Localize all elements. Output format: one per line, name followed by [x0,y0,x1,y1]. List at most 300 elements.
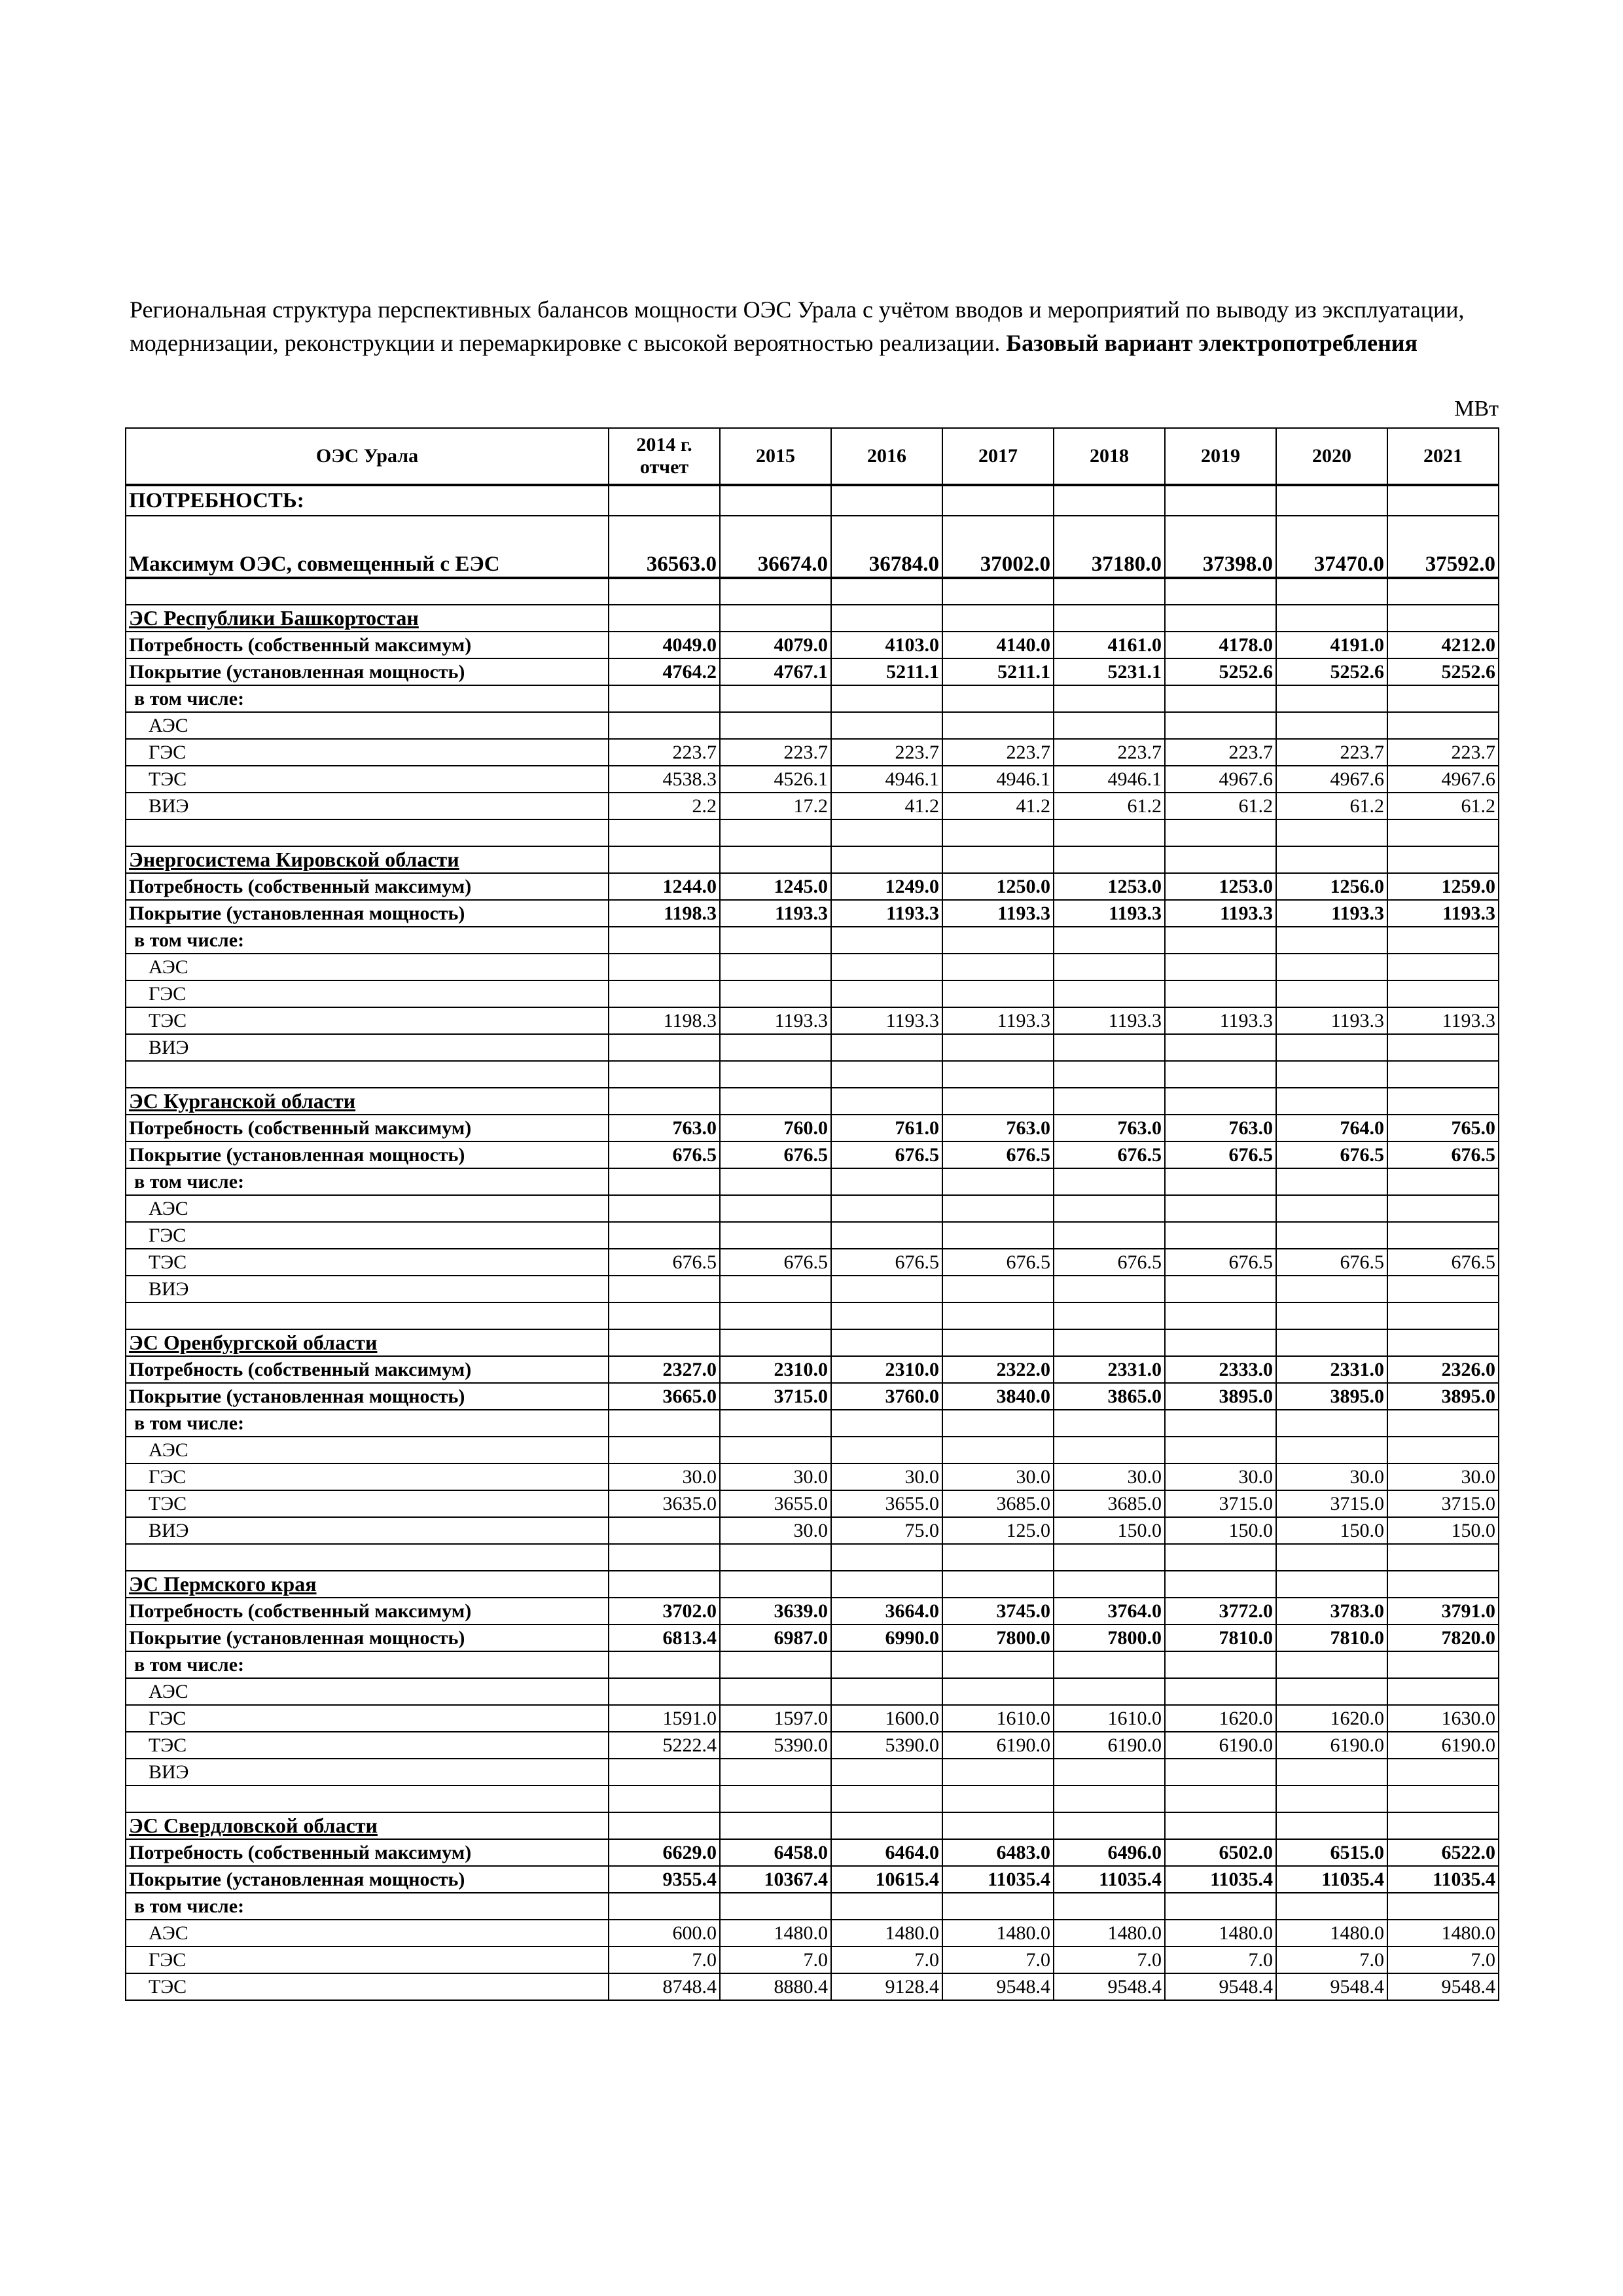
table-row [126,1437,1499,1463]
value-cell: 1591.0 [609,1705,720,1732]
value-cell [1165,1034,1276,1061]
value-cell: 5390.0 [720,1732,831,1759]
value-cell [1276,1410,1387,1437]
value-cell: 1620.0 [1276,1705,1387,1732]
value-cell [720,954,831,980]
value-cell [1276,1437,1387,1463]
value-cell [1165,1222,1276,1249]
value-cell: 4767.1 [720,658,831,685]
value-cell: 2310.0 [720,1356,831,1383]
row-label: в том числе: [126,1168,609,1195]
value-cell [1054,685,1165,712]
value-cell: 676.5 [609,1141,720,1168]
value-cell: 9548.4 [1387,1973,1499,2000]
value-cell [942,1893,1054,1920]
value-cell [1276,1651,1387,1678]
value-cell: 1256.0 [1276,873,1387,900]
row-label: Покрытие (установленная мощность) [126,1624,609,1651]
value-cell: 4946.1 [831,766,942,793]
value-cell [609,1276,720,1302]
table-row [126,1866,1499,1893]
value-cell: 3895.0 [1276,1383,1387,1410]
region-title-row [126,1812,1499,1839]
value-cell [942,1759,1054,1785]
value-cell: 6190.0 [1276,1732,1387,1759]
table-row [126,1383,1499,1410]
table-header-row [126,428,1499,485]
row-label: АЭС [126,954,609,980]
table-row [126,1007,1499,1034]
table-row [126,1222,1499,1249]
value-cell: 1597.0 [720,1705,831,1732]
spacer-row [126,1061,1499,1088]
value-cell [1165,1437,1276,1463]
value-cell: 676.5 [609,1249,720,1276]
value-cell [1165,1276,1276,1302]
value-cell: 3639.0 [720,1598,831,1624]
value-cell: 6190.0 [942,1732,1054,1759]
table-row [126,873,1499,900]
header-cell: 2020 [1276,428,1387,485]
row-label: Потребность (собственный максимум) [126,1115,609,1141]
value-cell: 676.5 [1165,1249,1276,1276]
value-cell: 6190.0 [1165,1732,1276,1759]
value-cell [720,1168,831,1195]
value-cell [1276,927,1387,954]
value-cell: 41.2 [831,793,942,819]
value-cell: 3865.0 [1054,1383,1165,1410]
value-cell: 6502.0 [1165,1839,1276,1866]
value-cell: 7800.0 [942,1624,1054,1651]
value-cell [1165,685,1276,712]
value-cell [1387,1893,1499,1920]
value-cell: 4526.1 [720,766,831,793]
value-cell: 7.0 [720,1946,831,1973]
value-cell: 10367.4 [720,1866,831,1893]
value-cell: 3715.0 [1387,1490,1499,1517]
spacer-row [126,1302,1499,1329]
value-cell: 61.2 [1387,793,1499,819]
value-cell: 1198.3 [609,900,720,927]
value-cell: 3715.0 [720,1383,831,1410]
value-cell: 764.0 [1276,1115,1387,1141]
value-cell: 1193.3 [1054,900,1165,927]
value-cell: 5222.4 [609,1732,720,1759]
value-cell: 4212.0 [1387,632,1499,658]
value-cell [609,1437,720,1463]
value-cell [609,1195,720,1222]
value-cell: 3702.0 [609,1598,720,1624]
value-cell: 6458.0 [720,1839,831,1866]
value-cell: 4967.6 [1276,766,1387,793]
row-label: Покрытие (установленная мощность) [126,1141,609,1168]
table-row [126,1893,1499,1920]
value-cell: 6629.0 [609,1839,720,1866]
value-cell: 1193.3 [942,1007,1054,1034]
value-cell: 150.0 [1165,1517,1276,1544]
spacer-row [126,578,1499,605]
value-cell: 1480.0 [1054,1920,1165,1946]
value-cell: 4946.1 [942,766,1054,793]
value-cell: 4178.0 [1165,632,1276,658]
value-cell: 763.0 [1054,1115,1165,1141]
value-cell [942,927,1054,954]
need-row [126,485,1499,516]
table-row [126,712,1499,739]
value-cell: 10615.4 [831,1866,942,1893]
value-cell: 9548.4 [1276,1973,1387,2000]
header-cell: 2018 [1054,428,1165,485]
row-label: в том числе: [126,1410,609,1437]
value-cell: 763.0 [942,1115,1054,1141]
value-cell [1276,685,1387,712]
value-cell: 1253.0 [1165,873,1276,900]
value-cell [942,685,1054,712]
value-cell [1387,1678,1499,1705]
header-cell: ОЭС Урала [126,428,609,485]
value-cell: 1245.0 [720,873,831,900]
row-label: ТЭС [126,1007,609,1034]
value-cell [1054,927,1165,954]
spacer-row [126,819,1499,846]
value-cell: 5390.0 [831,1732,942,1759]
value-cell: 676.5 [942,1249,1054,1276]
value-cell [1387,1276,1499,1302]
row-label: ГЭС [126,1222,609,1249]
value-cell [942,1410,1054,1437]
row-label: ГЭС [126,1463,609,1490]
value-cell [1387,1759,1499,1785]
value-cell: 30.0 [609,1463,720,1490]
value-cell [1165,1893,1276,1920]
value-cell: 1480.0 [1165,1920,1276,1946]
value-cell [1387,1437,1499,1463]
value-cell: 8880.4 [720,1973,831,2000]
value-cell [1276,954,1387,980]
value-cell [942,954,1054,980]
value-cell: 1244.0 [609,873,720,900]
value-cell: 150.0 [1387,1517,1499,1544]
value-cell [1054,1651,1165,1678]
table-row [126,1839,1499,1866]
row-label: в том числе: [126,685,609,712]
row-label: ГЭС [126,1705,609,1732]
value-cell: 11035.4 [1054,1866,1165,1893]
value-cell: 676.5 [1276,1249,1387,1276]
value-cell [1054,1195,1165,1222]
value-cell: 223.7 [1165,739,1276,766]
value-cell: 11035.4 [1276,1866,1387,1893]
value-cell: 1193.3 [1165,900,1276,927]
table-row [126,1195,1499,1222]
row-label: Покрытие (установленная мощность) [126,658,609,685]
value-cell: 1480.0 [831,1920,942,1946]
value-cell: 7.0 [609,1946,720,1973]
row-label: в том числе: [126,1893,609,1920]
region-name: ЭС Пермского края [126,1571,609,1598]
value-cell: 7.0 [1276,1946,1387,1973]
value-cell: 11035.4 [942,1866,1054,1893]
value-cell [1054,980,1165,1007]
value-cell [942,1195,1054,1222]
value-cell [1387,1651,1499,1678]
value-cell: 1193.3 [1276,1007,1387,1034]
value-cell [720,1651,831,1678]
value-cell: 9548.4 [1165,1973,1276,2000]
row-label: Потребность (собственный максимум) [126,632,609,658]
value-cell [942,1437,1054,1463]
region-title-row [126,1088,1499,1115]
value-cell: 223.7 [1387,739,1499,766]
value-cell [609,1034,720,1061]
row-label: Потребность (собственный максимум) [126,873,609,900]
value-cell [831,1195,942,1222]
value-cell [609,1651,720,1678]
value-cell: 676.5 [942,1141,1054,1168]
value-cell: 676.5 [1387,1141,1499,1168]
table-row [126,1624,1499,1651]
value-cell [1387,954,1499,980]
value-cell: 6483.0 [942,1839,1054,1866]
value-cell [1054,1222,1165,1249]
value-cell [1387,1168,1499,1195]
value-cell: 4967.6 [1387,766,1499,793]
need-label: ПОТРЕБНОСТЬ: [126,485,609,516]
value-cell [609,1222,720,1249]
value-cell [1387,980,1499,1007]
header-cell: 2021 [1387,428,1499,485]
row-label: Потребность (собственный максимум) [126,1839,609,1866]
value-cell: 4140.0 [942,632,1054,658]
value-cell: 3655.0 [720,1490,831,1517]
region-title-row [126,1329,1499,1356]
value-cell: 1620.0 [1165,1705,1276,1732]
value-cell [831,1678,942,1705]
value-cell [720,1222,831,1249]
value-cell [720,980,831,1007]
value-cell [831,1168,942,1195]
row-label: ВИЭ [126,1517,609,1544]
value-cell [1054,1168,1165,1195]
value-cell: 5252.6 [1387,658,1499,685]
value-cell [720,712,831,739]
value-cell: 30.0 [1054,1463,1165,1490]
max-row [126,516,1499,578]
value-cell: 30.0 [942,1463,1054,1490]
document-intro [130,293,1491,360]
table-row [126,1141,1499,1168]
value-cell: 11035.4 [1387,1866,1499,1893]
value-cell: 2326.0 [1387,1356,1499,1383]
row-label: АЭС [126,1195,609,1222]
value-cell [942,712,1054,739]
value-cell: 676.5 [1165,1141,1276,1168]
value-cell [1054,1276,1165,1302]
value-cell: 3895.0 [1165,1383,1276,1410]
value-cell: 7810.0 [1165,1624,1276,1651]
value-cell: 17.2 [720,793,831,819]
row-label: ТЭС [126,766,609,793]
region-name: ЭС Свердловской области [126,1812,609,1839]
value-cell: 30.0 [1165,1463,1276,1490]
value-cell: 2327.0 [609,1356,720,1383]
value-cell [1165,927,1276,954]
value-cell: 150.0 [1054,1517,1165,1544]
value-cell [831,1651,942,1678]
table-row [126,1651,1499,1678]
value-cell: 3715.0 [1276,1490,1387,1517]
row-label: АЭС [126,1437,609,1463]
value-cell: 765.0 [1387,1115,1499,1141]
value-cell [720,1034,831,1061]
value-cell [609,712,720,739]
value-cell: 3895.0 [1387,1383,1499,1410]
table-row [126,793,1499,819]
value-cell: 61.2 [1054,793,1165,819]
value-cell [1054,712,1165,739]
value-cell: 763.0 [609,1115,720,1141]
value-cell: 5231.1 [1054,658,1165,685]
value-cell: 4079.0 [720,632,831,658]
max-value: 37470.0 [1276,516,1387,578]
value-cell [1387,712,1499,739]
value-cell [1276,1195,1387,1222]
value-cell: 223.7 [609,739,720,766]
value-cell [1165,954,1276,980]
value-cell [1054,1410,1165,1437]
value-cell: 1480.0 [1387,1920,1499,1946]
value-cell: 5252.6 [1276,658,1387,685]
value-cell [1054,954,1165,980]
row-label: в том числе: [126,1651,609,1678]
value-cell: 3783.0 [1276,1598,1387,1624]
value-cell: 3840.0 [942,1383,1054,1410]
value-cell [720,1276,831,1302]
value-cell: 6464.0 [831,1839,942,1866]
row-label: ТЭС [126,1732,609,1759]
value-cell [831,980,942,1007]
value-cell: 5211.1 [942,658,1054,685]
value-cell [1276,1678,1387,1705]
value-cell: 676.5 [1276,1141,1387,1168]
value-cell: 2322.0 [942,1356,1054,1383]
value-cell: 3791.0 [1387,1598,1499,1624]
value-cell: 1193.3 [1054,1007,1165,1034]
table-row [126,1356,1499,1383]
value-cell: 6987.0 [720,1624,831,1651]
value-cell: 676.5 [720,1141,831,1168]
value-cell: 763.0 [1165,1115,1276,1141]
value-cell: 61.2 [1276,793,1387,819]
value-cell: 676.5 [1387,1249,1499,1276]
value-cell: 600.0 [609,1920,720,1946]
row-label: ВИЭ [126,1759,609,1785]
value-cell: 2331.0 [1276,1356,1387,1383]
value-cell: 7.0 [1165,1946,1276,1973]
value-cell [1165,1410,1276,1437]
value-cell: 1610.0 [1054,1705,1165,1732]
table-row [126,927,1499,954]
value-cell [831,954,942,980]
value-cell: 676.5 [831,1249,942,1276]
value-cell [1054,1759,1165,1785]
value-cell: 3764.0 [1054,1598,1165,1624]
table-row [126,1276,1499,1302]
value-cell [1387,1410,1499,1437]
max-value: 36563.0 [609,516,720,578]
value-cell [1054,1678,1165,1705]
table-row [126,1463,1499,1490]
value-cell [1276,1168,1387,1195]
value-cell [609,1168,720,1195]
value-cell: 30.0 [720,1463,831,1490]
max-value: 37002.0 [942,516,1054,578]
header-cell: 2017 [942,428,1054,485]
table-row [126,1517,1499,1544]
value-cell [942,1168,1054,1195]
value-cell [942,1034,1054,1061]
value-cell [1387,1222,1499,1249]
row-label: Потребность (собственный максимум) [126,1356,609,1383]
value-cell [720,1678,831,1705]
value-cell [609,954,720,980]
table-row [126,954,1499,980]
value-cell: 6190.0 [1054,1732,1165,1759]
value-cell: 6515.0 [1276,1839,1387,1866]
value-cell [1165,712,1276,739]
value-cell: 61.2 [1165,793,1276,819]
value-cell: 1193.3 [1387,900,1499,927]
value-cell: 1630.0 [1387,1705,1499,1732]
value-cell [609,1517,720,1544]
value-cell [1165,980,1276,1007]
value-cell: 1193.3 [720,1007,831,1034]
region-title-row [126,1571,1499,1598]
header-cell: 2019 [1165,428,1276,485]
table-row [126,1973,1499,2000]
value-cell [1276,1034,1387,1061]
value-cell: 676.5 [720,1249,831,1276]
power-balance-table [125,427,1499,2001]
value-cell: 30.0 [1387,1463,1499,1490]
value-cell: 7.0 [1054,1946,1165,1973]
value-cell: 150.0 [1276,1517,1387,1544]
value-cell: 3665.0 [609,1383,720,1410]
table-row [126,1598,1499,1624]
value-cell: 1249.0 [831,873,942,900]
table-body [126,485,1499,2000]
value-cell: 9355.4 [609,1866,720,1893]
value-cell [1387,1195,1499,1222]
table-row [126,1732,1499,1759]
value-cell: 1253.0 [1054,873,1165,900]
value-cell: 9548.4 [942,1973,1054,2000]
value-cell [1276,980,1387,1007]
value-cell [720,1195,831,1222]
value-cell: 30.0 [1276,1463,1387,1490]
value-cell: 7.0 [1387,1946,1499,1973]
value-cell [1165,1678,1276,1705]
row-label: ГЭС [126,1946,609,1973]
value-cell: 30.0 [720,1517,831,1544]
value-cell [831,1034,942,1061]
value-cell [609,1893,720,1920]
value-cell: 676.5 [831,1141,942,1168]
value-cell [1165,1195,1276,1222]
value-cell: 7.0 [942,1946,1054,1973]
value-cell [720,1759,831,1785]
value-cell [831,1437,942,1463]
